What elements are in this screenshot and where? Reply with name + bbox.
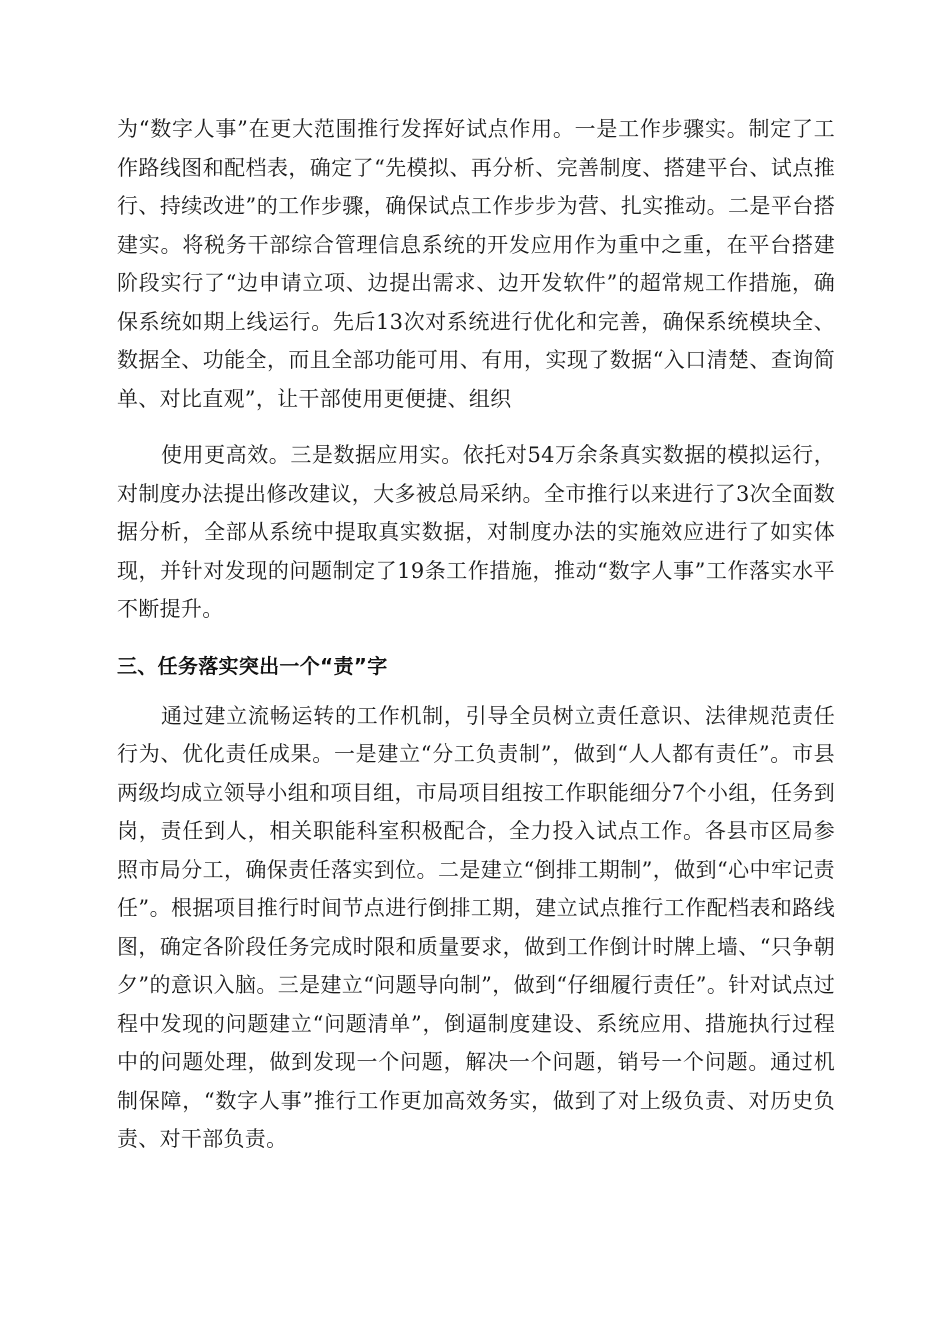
paragraph-1: 为“数字人事”在更大范围推行发挥好试点作用。一是工作步骤实。制定了工作路线图和配档表，确定了“先模拟、再分析、完善制度、搭建平台、试点推行、持续改进”的工作步骤，确保试点工作步步为营、扎实推动。二是平台搭建实。将税务干部综合管理信息系统的开发应用作为重中之重，在平台搭建阶段实行了“边申请立项、边提出需求、边开发软件”的超常规工作措施，确保系统如期上线运行。先后13次对系统进行优化和完善，确保系统模块全、数据全、功能全，而且全部功能可用、有用，实现了数据“入口清楚、查询简单、对比直观”，让干部使用更便捷、组织 [117,117,835,411]
paragraph-2: 使用更高效。三是数据应用实。依托对54万余条真实数据的模拟运行，对制度办法提出修改建议，大多被总局采纳。全市推行以来进行了3次全面数据分析，全部从系统中提取真实数据，对制度办法的实施效应进行了如实体现，并针对发现的问题制定了19条工作措施，推动“数字人事”工作落实水平不断提升。 [117,443,835,621]
document-body [117,110,835,1159]
paragraph-3: 通过建立流畅运转的工作机制，引导全员树立责任意识、法律规范责任行为、优化责任成果。一是建立“分工负责制”，做到“人人都有责任”。市县两级均成立领导小组和项目组，市局项目组按工作职能细分7个小组，任务到岗，责任到人，相关职能科室积极配合，全力投入试点工作。各县市区局参照市局分工，确保责任落实到位。二是建立“倒排工期制”，做到“心中牢记责任”。根据项目推行时间节点进行倒排工期，建立试点推行工作配档表和路线图，确定各阶段任务完成时限和质量要求，做到工作倒计时牌上墙、“只争朝夕”的意识入脑。三是建立“问题导向制”，做到“仔细履行责任”。针对试点过程中发现的问题建立“问题清单”，倒逼制度建设、系统应用、措施执行过程中的问题处理，做到发现一个问题，解决一个问题，销号一个问题。通过机制保障，“数字人事”推行工作更加高效务实，做到了对上级负责、对历史负责、对干部负责。 [117,703,835,1151]
section-heading-3: 三、任务落实突出一个“责”字 [117,653,388,678]
